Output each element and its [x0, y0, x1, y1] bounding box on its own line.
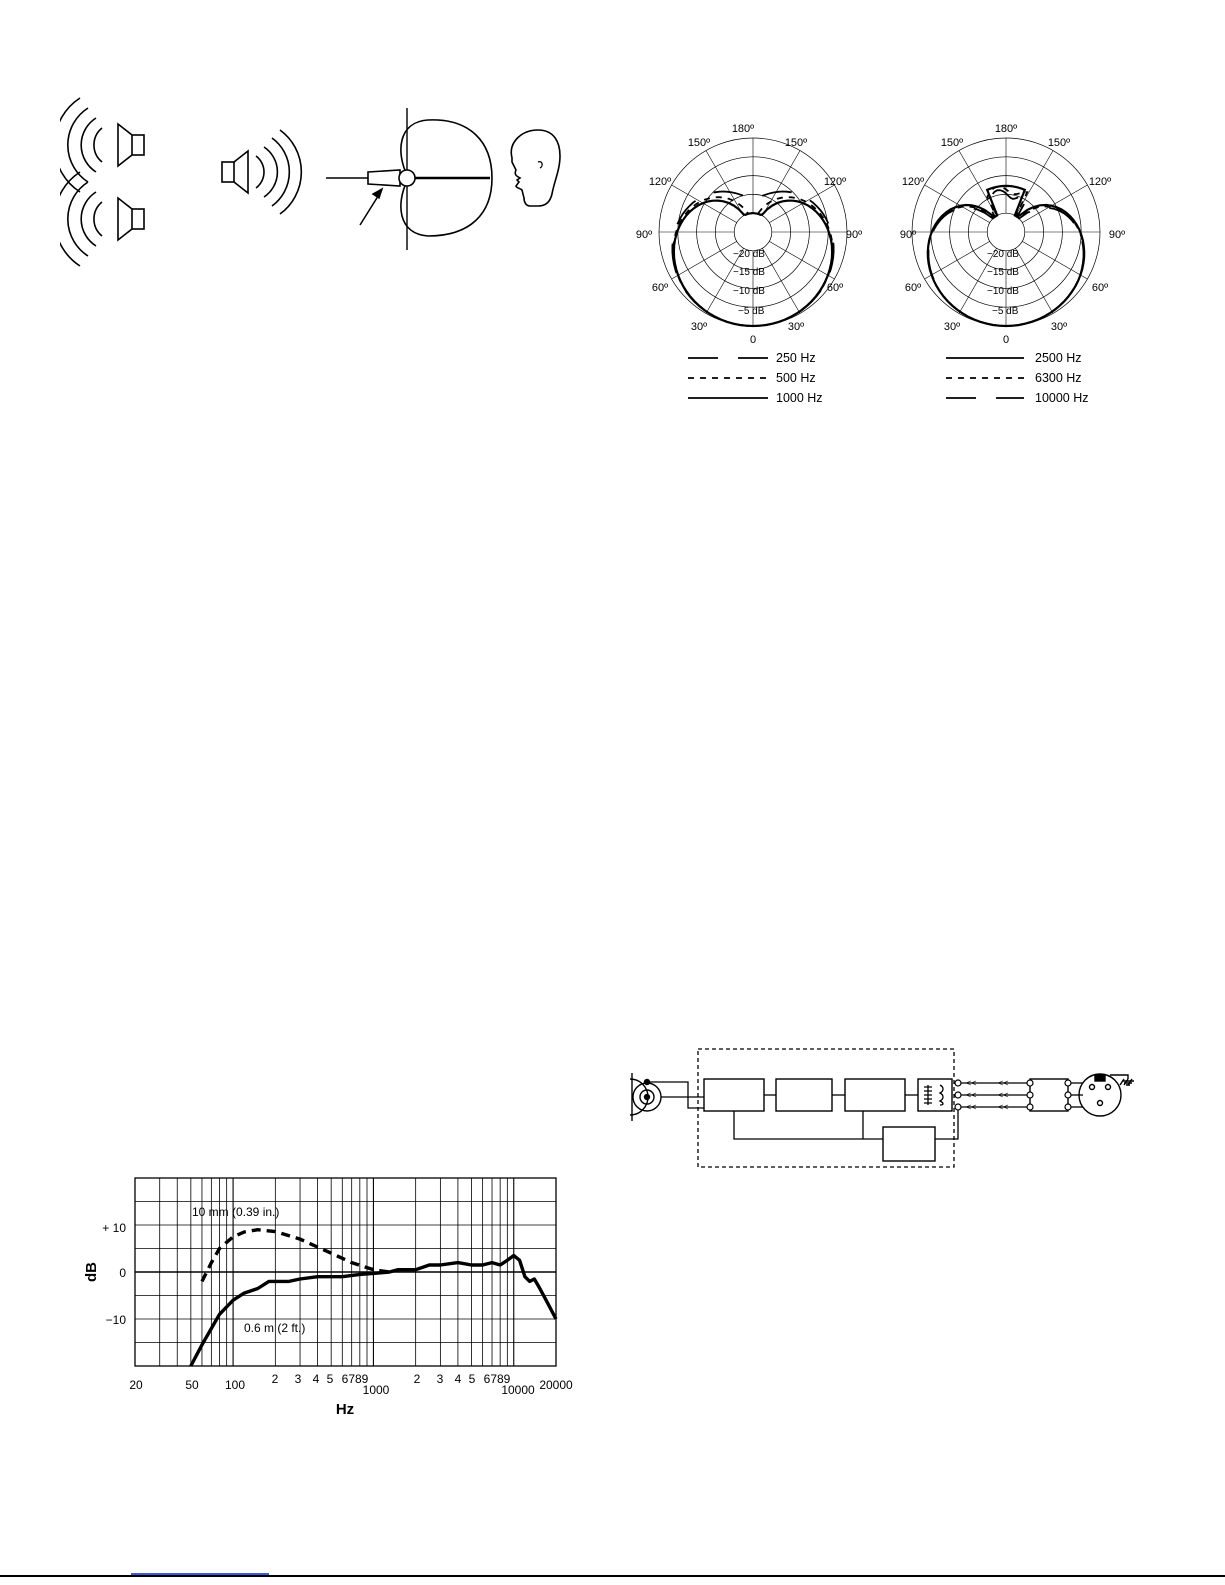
- x-tick-label: 6789: [341, 1372, 369, 1386]
- polar-spoke: [769, 241, 834, 279]
- polar-spoke: [672, 241, 737, 279]
- speaker-icon: [222, 130, 301, 214]
- frequency-response-chart: [80, 1170, 590, 1420]
- polar-spoke: [1015, 248, 1053, 313]
- angle-label: 150º: [1047, 137, 1071, 149]
- svg-text:<<: <<: [966, 1078, 977, 1088]
- x-axis-label: Hz: [335, 1401, 355, 1418]
- legend-label: 1000 Hz: [776, 391, 823, 405]
- y-tick-label: −10: [105, 1313, 126, 1327]
- polar-spoke: [925, 185, 990, 223]
- polar-spoke: [1022, 185, 1087, 223]
- angle-label: 180º: [731, 123, 755, 135]
- polar-plot-left: [659, 138, 847, 326]
- db-label: −15 dB: [733, 267, 765, 278]
- x-tick-label: 6789: [483, 1372, 511, 1386]
- block-xlr-box: [1030, 1079, 1068, 1111]
- arrow-icon: [360, 189, 382, 225]
- angle-label: 120º: [1088, 176, 1112, 188]
- svg-text:<<: <<: [998, 1102, 1009, 1112]
- block-power-supply: [883, 1127, 935, 1161]
- svg-text:<<: <<: [998, 1078, 1009, 1088]
- angle-label: 150º: [784, 137, 808, 149]
- polar-spoke: [1022, 241, 1087, 279]
- legend-label: 500 Hz: [776, 371, 816, 385]
- block-transformer: [918, 1079, 952, 1111]
- svg-text:<<: <<: [966, 1102, 977, 1112]
- footer-link-underline: [131, 1573, 269, 1575]
- x-tick-label: 2: [413, 1372, 421, 1386]
- mic-capsule-symbol: [630, 1073, 661, 1121]
- angle-label: 0: [1002, 334, 1010, 346]
- legend-label: 6300 Hz: [1035, 371, 1082, 385]
- db-label: −10 dB: [987, 286, 1019, 297]
- polar-spoke: [762, 151, 800, 216]
- polar-patterns-figure: [630, 120, 1150, 420]
- y-tick-label: + 10: [102, 1221, 126, 1235]
- db-label: −20 dB: [733, 249, 765, 260]
- angle-label: 90º: [1108, 229, 1126, 241]
- db-label: −5 dB: [738, 306, 765, 317]
- angle-label: 90º: [845, 229, 863, 241]
- svg-text:<<: <<: [966, 1090, 977, 1100]
- block-stage-3: [845, 1079, 905, 1111]
- angle-label: 150º: [687, 137, 711, 149]
- block-preamp: [704, 1079, 764, 1111]
- y-tick-label: 0: [119, 1266, 126, 1280]
- angle-label: 30º: [690, 321, 708, 333]
- db-label: −20 dB: [987, 249, 1019, 260]
- angle-label: 60º: [904, 282, 922, 294]
- legend-label: 250 Hz: [776, 351, 816, 365]
- circuit-block-diagram: [628, 1045, 1138, 1175]
- polar-spoke: [706, 151, 744, 216]
- page-bottom-rule: [0, 1575, 1225, 1577]
- angle-label: 30º: [943, 321, 961, 333]
- angle-label: 90º: [899, 229, 917, 241]
- x-tick-label: 2: [271, 1372, 279, 1386]
- angle-label: 90º: [635, 229, 653, 241]
- x-tick-label: 20: [129, 1378, 143, 1392]
- angle-label: 60º: [1091, 282, 1109, 294]
- x-tick-label: 5: [326, 1372, 334, 1386]
- angle-label: 30º: [787, 321, 805, 333]
- db-label: −10 dB: [733, 286, 765, 297]
- cardioid-pickup-illustration: [60, 90, 580, 275]
- db-label: −5 dB: [992, 306, 1019, 317]
- x-tick-label: 5: [468, 1372, 476, 1386]
- x-tick-label: 50: [185, 1378, 199, 1392]
- angle-label: 0: [749, 334, 757, 346]
- svg-text:<<: <<: [998, 1090, 1009, 1100]
- angle-label: 150º: [940, 137, 964, 149]
- xlr-connector-icon: [1079, 1074, 1134, 1116]
- polar-plot-right: [912, 138, 1100, 326]
- series-label-far: 0.6 m (2 ft.): [244, 1321, 306, 1335]
- series-label-near: 10 mm (0.39 in.): [192, 1205, 280, 1219]
- x-tick-label: 3: [436, 1372, 444, 1386]
- y-axis-label: dB: [83, 1262, 100, 1282]
- angle-label: 60º: [651, 282, 669, 294]
- x-tick-label: 3: [294, 1372, 302, 1386]
- polar-spoke: [925, 241, 990, 279]
- db-label: −15 dB: [987, 267, 1019, 278]
- microphone-icon: [368, 170, 415, 186]
- angle-label: 120º: [648, 176, 672, 188]
- x-tick-label: 100: [224, 1378, 246, 1392]
- angle-label: 120º: [823, 176, 847, 188]
- angle-label: 60º: [826, 282, 844, 294]
- x-tick-label: 10000: [501, 1383, 535, 1397]
- legend-label: 10000 Hz: [1035, 391, 1089, 405]
- x-tick-label: 4: [454, 1372, 462, 1386]
- head-icon: [511, 130, 560, 206]
- angle-label: 120º: [901, 176, 925, 188]
- x-tick-label: 20000: [539, 1378, 573, 1392]
- x-tick-label: 4: [312, 1372, 320, 1386]
- angle-label: 30º: [1050, 321, 1068, 333]
- polar-ring: [734, 213, 772, 251]
- legend-label: 2500 Hz: [1035, 351, 1082, 365]
- block-stage-2: [776, 1079, 832, 1111]
- x-tick-label: 1000: [362, 1383, 390, 1397]
- angle-label: 180º: [994, 123, 1018, 135]
- polar-spoke: [762, 248, 800, 313]
